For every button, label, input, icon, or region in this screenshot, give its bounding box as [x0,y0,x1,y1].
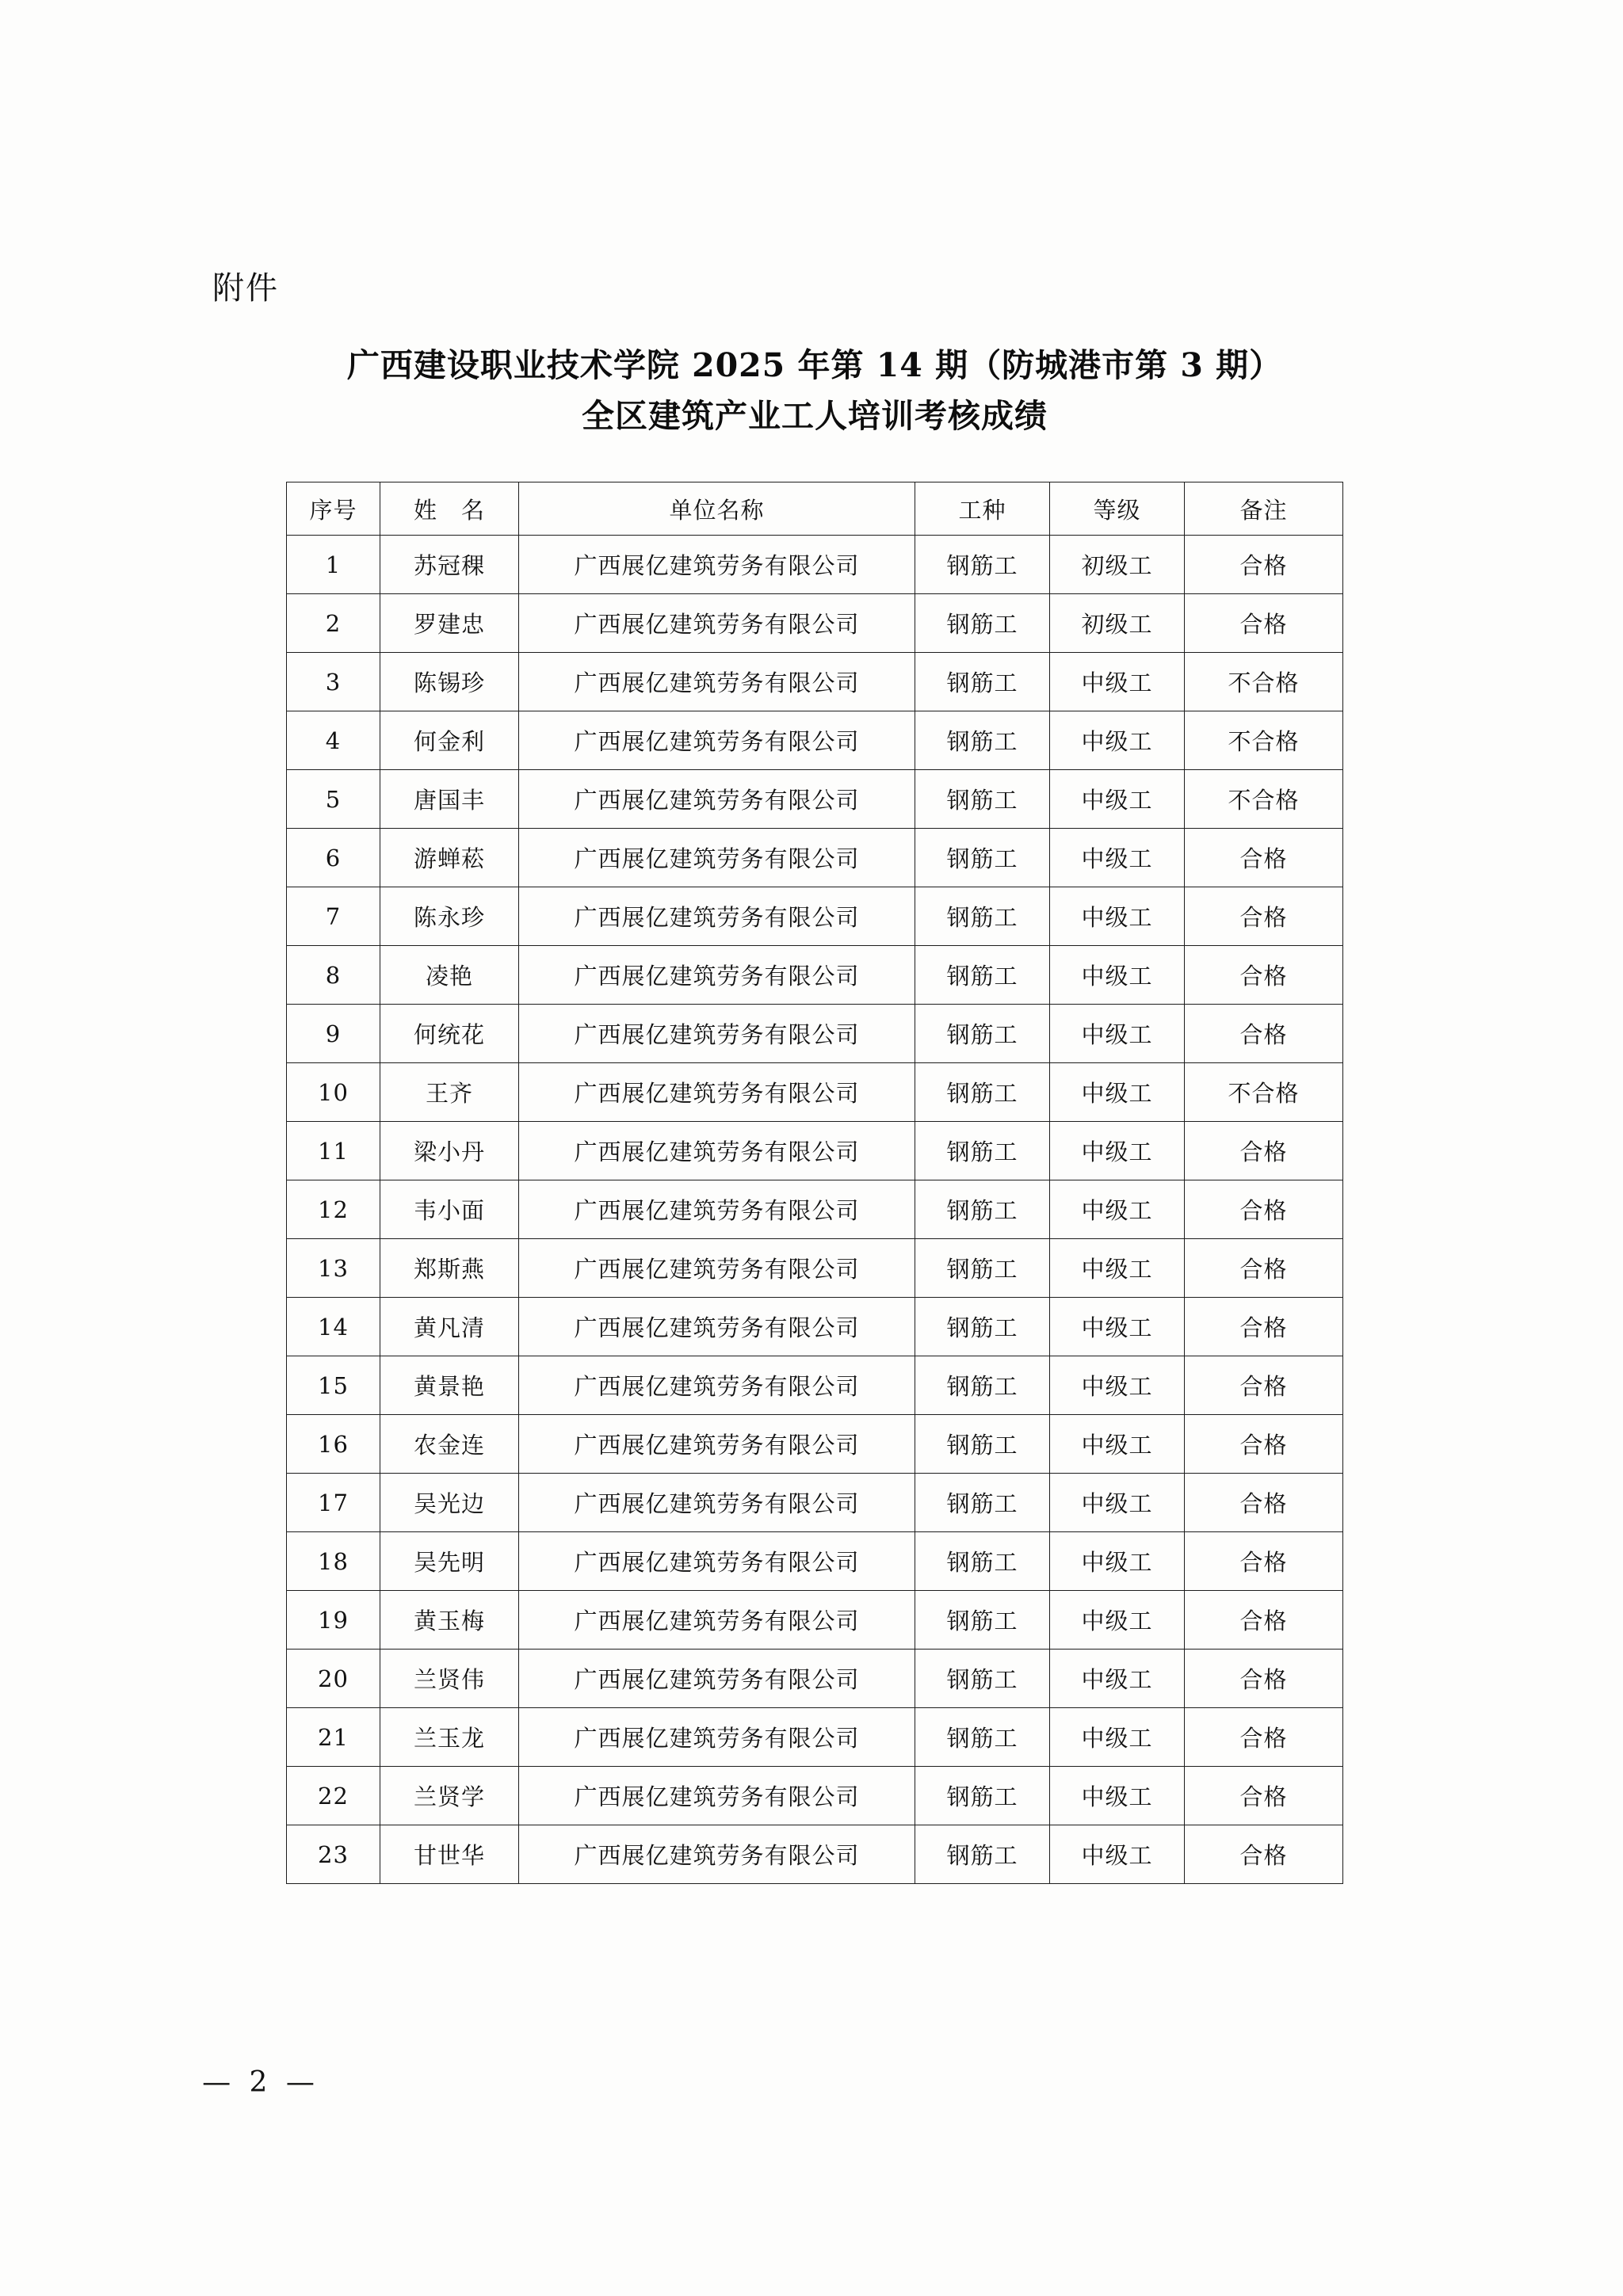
cell-index: 19 [287,1591,380,1650]
table-row [287,536,1343,594]
cell-index: 16 [287,1415,380,1474]
cell-level: 初级工 [1050,536,1185,594]
cell-level: 中级工 [1050,1005,1185,1063]
cell-worktype: 钢筋工 [915,1239,1050,1298]
table-row [287,1180,1343,1239]
cell-name: 凌艳 [380,946,519,1005]
page-title [212,341,1417,441]
cell-unit: 广西展亿建筑劳务有限公司 [519,536,915,594]
table-row [287,1708,1343,1767]
cell-remark: 合格 [1185,1298,1343,1356]
cell-remark: 不合格 [1185,1063,1343,1122]
table-row [287,829,1343,887]
cell-remark: 合格 [1185,1767,1343,1825]
cell-index: 17 [287,1474,380,1532]
results-table-container [286,482,1342,1884]
cell-unit: 广西展亿建筑劳务有限公司 [519,1356,915,1415]
table-row [287,1122,1343,1180]
cell-name: 黄凡清 [380,1298,519,1356]
cell-worktype: 钢筋工 [915,829,1050,887]
cell-remark: 合格 [1185,1825,1343,1884]
cell-level: 中级工 [1050,1298,1185,1356]
cell-name: 梁小丹 [380,1122,519,1180]
table-row [287,1825,1343,1884]
cell-worktype: 钢筋工 [915,946,1050,1005]
cell-level: 中级工 [1050,946,1185,1005]
cell-unit: 广西展亿建筑劳务有限公司 [519,1063,915,1122]
table-row [287,1298,1343,1356]
cell-index: 22 [287,1767,380,1825]
table-row [287,1532,1343,1591]
cell-remark: 合格 [1185,1532,1343,1591]
cell-worktype: 钢筋工 [915,1767,1050,1825]
cell-worktype: 钢筋工 [915,594,1050,653]
attachment-label: 附件 [212,270,279,307]
cell-level: 中级工 [1050,1591,1185,1650]
table-row [287,1591,1343,1650]
cell-remark: 合格 [1185,1356,1343,1415]
column-header-worktype: 工种 [915,482,1050,536]
table-row [287,770,1343,829]
cell-unit: 广西展亿建筑劳务有限公司 [519,1532,915,1591]
cell-worktype: 钢筋工 [915,1650,1050,1708]
cell-name: 兰玉龙 [380,1708,519,1767]
table-row [287,1415,1343,1474]
cell-index: 9 [287,1005,380,1063]
cell-index: 5 [287,770,380,829]
table-row [287,1356,1343,1415]
cell-name: 韦小面 [380,1180,519,1239]
cell-index: 3 [287,653,380,711]
cell-level: 中级工 [1050,1063,1185,1122]
page-number: — 2 — [202,2066,319,2099]
cell-worktype: 钢筋工 [915,1063,1050,1122]
page-title-line-2: 全区建筑产业工人培训考核成绩 [582,396,1048,435]
cell-remark: 合格 [1185,1415,1343,1474]
cell-remark: 合格 [1185,1239,1343,1298]
cell-index: 15 [287,1356,380,1415]
cell-worktype: 钢筋工 [915,770,1050,829]
cell-worktype: 钢筋工 [915,711,1050,770]
cell-unit: 广西展亿建筑劳务有限公司 [519,653,915,711]
cell-worktype: 钢筋工 [915,1415,1050,1474]
cell-worktype: 钢筋工 [915,1356,1050,1415]
cell-name: 何统花 [380,1005,519,1063]
cell-name: 兰贤学 [380,1767,519,1825]
cell-index: 10 [287,1063,380,1122]
cell-index: 11 [287,1122,380,1180]
results-table [286,482,1343,1884]
cell-worktype: 钢筋工 [915,1532,1050,1591]
cell-index: 20 [287,1650,380,1708]
cell-remark: 合格 [1185,1708,1343,1767]
cell-level: 初级工 [1050,594,1185,653]
cell-remark: 合格 [1185,594,1343,653]
table-row [287,653,1343,711]
cell-remark: 不合格 [1185,770,1343,829]
cell-name: 郑斯燕 [380,1239,519,1298]
cell-index: 8 [287,946,380,1005]
cell-worktype: 钢筋工 [915,1825,1050,1884]
cell-unit: 广西展亿建筑劳务有限公司 [519,829,915,887]
table-row [287,1767,1343,1825]
cell-name: 黄玉梅 [380,1591,519,1650]
cell-remark: 合格 [1185,1591,1343,1650]
cell-level: 中级工 [1050,1474,1185,1532]
cell-index: 12 [287,1180,380,1239]
table-row [287,1005,1343,1063]
table-row [287,711,1343,770]
cell-index: 21 [287,1708,380,1767]
cell-worktype: 钢筋工 [915,1122,1050,1180]
column-header-remark: 备注 [1185,482,1343,536]
cell-name: 吴光边 [380,1474,519,1532]
table-row [287,946,1343,1005]
cell-level: 中级工 [1050,1122,1185,1180]
cell-name: 陈永珍 [380,887,519,946]
table-header-row [287,482,1343,536]
cell-index: 2 [287,594,380,653]
cell-unit: 广西展亿建筑劳务有限公司 [519,1415,915,1474]
cell-name: 农金连 [380,1415,519,1474]
cell-remark: 不合格 [1185,711,1343,770]
cell-index: 1 [287,536,380,594]
cell-name: 王齐 [380,1063,519,1122]
cell-unit: 广西展亿建筑劳务有限公司 [519,1591,915,1650]
column-header-level: 等级 [1050,482,1185,536]
cell-name: 吴先明 [380,1532,519,1591]
cell-unit: 广西展亿建筑劳务有限公司 [519,1122,915,1180]
cell-index: 23 [287,1825,380,1884]
cell-remark: 合格 [1185,946,1343,1005]
cell-level: 中级工 [1050,1239,1185,1298]
cell-remark: 合格 [1185,536,1343,594]
cell-remark: 合格 [1185,829,1343,887]
cell-level: 中级工 [1050,829,1185,887]
cell-index: 4 [287,711,380,770]
cell-unit: 广西展亿建筑劳务有限公司 [519,594,915,653]
cell-unit: 广西展亿建筑劳务有限公司 [519,1767,915,1825]
table-body [287,536,1343,1884]
cell-unit: 广西展亿建筑劳务有限公司 [519,1708,915,1767]
table-row [287,1063,1343,1122]
table-row [287,594,1343,653]
cell-name: 唐国丰 [380,770,519,829]
cell-name: 甘世华 [380,1825,519,1884]
cell-name: 黄景艳 [380,1356,519,1415]
cell-worktype: 钢筋工 [915,653,1050,711]
cell-remark: 合格 [1185,1005,1343,1063]
cell-unit: 广西展亿建筑劳务有限公司 [519,1239,915,1298]
cell-index: 6 [287,829,380,887]
cell-remark: 不合格 [1185,653,1343,711]
cell-name: 苏冠稞 [380,536,519,594]
cell-worktype: 钢筋工 [915,1474,1050,1532]
cell-remark: 合格 [1185,1180,1343,1239]
cell-level: 中级工 [1050,1356,1185,1415]
cell-level: 中级工 [1050,711,1185,770]
cell-index: 7 [287,887,380,946]
cell-unit: 广西展亿建筑劳务有限公司 [519,1180,915,1239]
cell-worktype: 钢筋工 [915,1591,1050,1650]
table-header [287,482,1343,536]
cell-worktype: 钢筋工 [915,1180,1050,1239]
cell-remark: 合格 [1185,1122,1343,1180]
cell-worktype: 钢筋工 [915,1298,1050,1356]
cell-worktype: 钢筋工 [915,887,1050,946]
cell-index: 13 [287,1239,380,1298]
cell-worktype: 钢筋工 [915,536,1050,594]
column-header-unit: 单位名称 [519,482,915,536]
cell-name: 罗建忠 [380,594,519,653]
cell-level: 中级工 [1050,1825,1185,1884]
cell-worktype: 钢筋工 [915,1005,1050,1063]
page-footer [0,2066,1623,2099]
column-header-index: 序号 [287,482,380,536]
cell-name: 游蝉菘 [380,829,519,887]
cell-level: 中级工 [1050,1767,1185,1825]
cell-unit: 广西展亿建筑劳务有限公司 [519,711,915,770]
cell-unit: 广西展亿建筑劳务有限公司 [519,946,915,1005]
cell-level: 中级工 [1050,1180,1185,1239]
cell-unit: 广西展亿建筑劳务有限公司 [519,1474,915,1532]
cell-level: 中级工 [1050,770,1185,829]
cell-index: 14 [287,1298,380,1356]
cell-level: 中级工 [1050,1415,1185,1474]
table-row [287,1474,1343,1532]
cell-name: 陈锡珍 [380,653,519,711]
cell-unit: 广西展亿建筑劳务有限公司 [519,1005,915,1063]
cell-remark: 合格 [1185,1650,1343,1708]
table-row [287,1650,1343,1708]
column-header-name: 姓 名 [380,482,519,536]
table-row [287,1239,1343,1298]
cell-level: 中级工 [1050,1532,1185,1591]
cell-unit: 广西展亿建筑劳务有限公司 [519,1298,915,1356]
cell-worktype: 钢筋工 [915,1708,1050,1767]
cell-unit: 广西展亿建筑劳务有限公司 [519,1825,915,1884]
page-title-line-1: 广西建设职业技术学院 2025 年第 14 期（防城港市第 3 期） [346,346,1283,384]
table-row [287,887,1343,946]
cell-level: 中级工 [1050,1708,1185,1767]
cell-name: 兰贤伟 [380,1650,519,1708]
cell-remark: 合格 [1185,1474,1343,1532]
cell-index: 18 [287,1532,380,1591]
cell-level: 中级工 [1050,887,1185,946]
cell-level: 中级工 [1050,1650,1185,1708]
cell-name: 何金利 [380,711,519,770]
cell-level: 中级工 [1050,653,1185,711]
cell-unit: 广西展亿建筑劳务有限公司 [519,1650,915,1708]
cell-unit: 广西展亿建筑劳务有限公司 [519,887,915,946]
cell-remark: 合格 [1185,887,1343,946]
cell-unit: 广西展亿建筑劳务有限公司 [519,770,915,829]
